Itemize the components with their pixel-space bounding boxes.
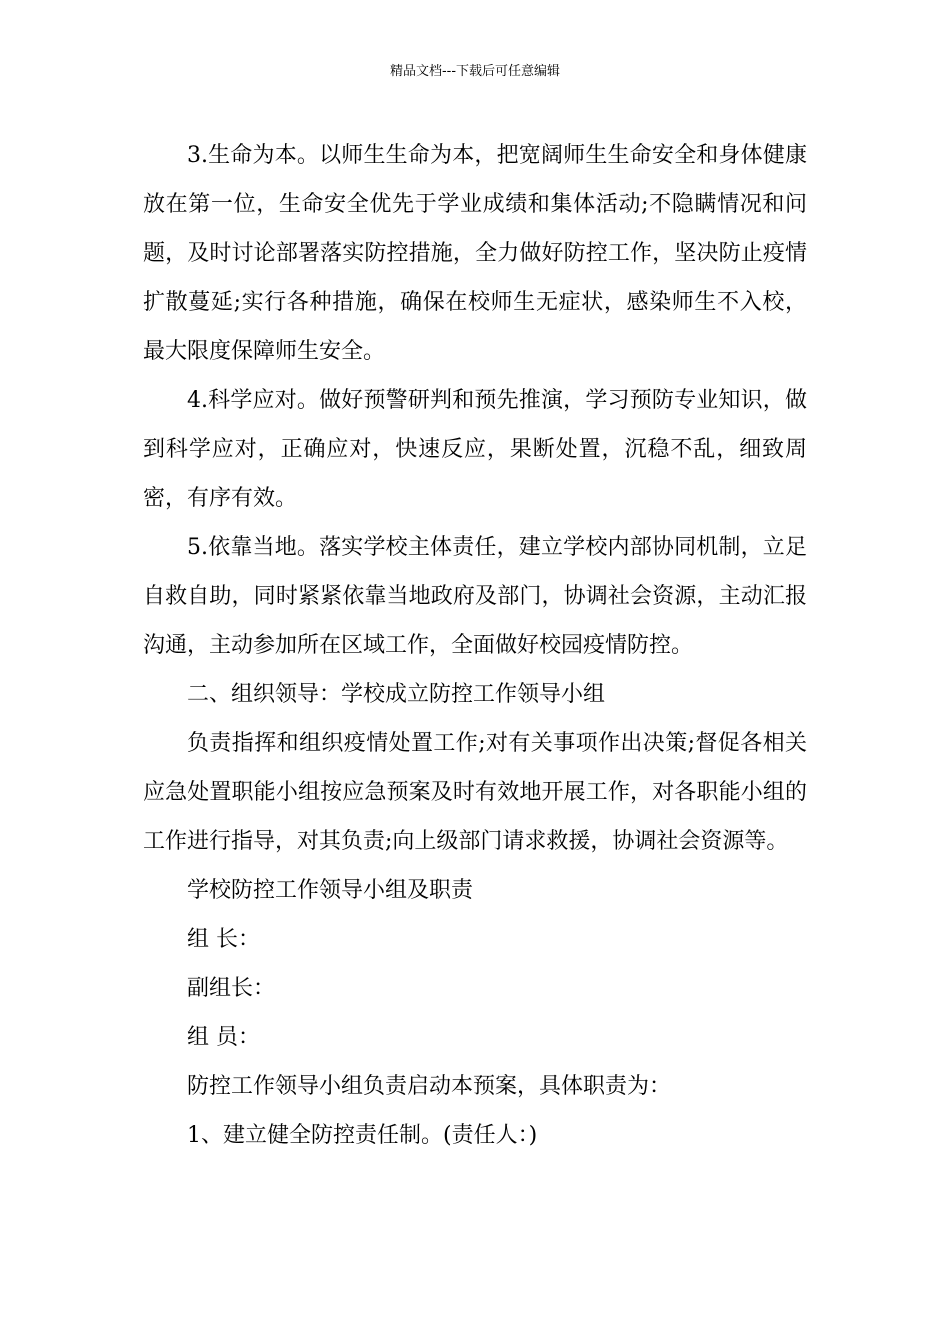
paragraph-deputy-leader: 副组长： bbox=[187, 976, 276, 1001]
paragraph-group-title: 学校防控工作领导小组及职责 bbox=[187, 878, 474, 903]
paragraph-leader: 组 长： bbox=[187, 927, 260, 952]
paragraph-members: 组 员： bbox=[187, 1025, 260, 1050]
paragraph-principle-4: 4.科学应对。做好预警研判和预先推演，学习预防专业知识，做到科学应对，正确应对，快速反应，果断处置，沉稳不乱，细致周密，有序有效。 bbox=[143, 388, 807, 511]
paragraph-responsibilities: 负责指挥和组织疫情处置工作;对有关事项作出决策;督促各相关应急处置职能小组按应急预案及时有效地开展工作，对各职能小组的工作进行指导，对其负责;向上级部门请求救援，协调社会资源等。 bbox=[143, 731, 807, 854]
paragraph-duties-intro: 防控工作领导小组负责启动本预案，具体职责为： bbox=[187, 1074, 672, 1099]
page-header: 精品文档---下载后可任意编辑 bbox=[389, 64, 561, 79]
paragraph-principle-3: 3.生命为本。以师生生命为本，把宽阔师生生命安全和身体健康放在第一位，生命安全优先于学业成绩和集体活动;不隐瞒情况和问题，及时讨论部署落实防控措施，全力做好防控工作，坚决防止疫情扩散蔓延;实行各种措施，确保在校师生无症状，感染师生不入校，最大限度保障师生安全。 bbox=[143, 143, 807, 364]
paragraph-duty-1: 1、建立健全防控责任制。(责任人：) bbox=[187, 1123, 538, 1148]
paragraph-principle-5: 5.依靠当地。落实学校主体责任，建立学校内部协同机制，立足自救自助，同时紧紧依靠当地政府及部门，协调社会资源，主动汇报沟通，主动参加所在区域工作，全面做好校园疫情防控。 bbox=[143, 535, 807, 658]
section-heading-organization: 二、组织领导：学校成立防控工作领导小组 bbox=[187, 682, 606, 707]
document-body bbox=[143, 131, 807, 1160]
